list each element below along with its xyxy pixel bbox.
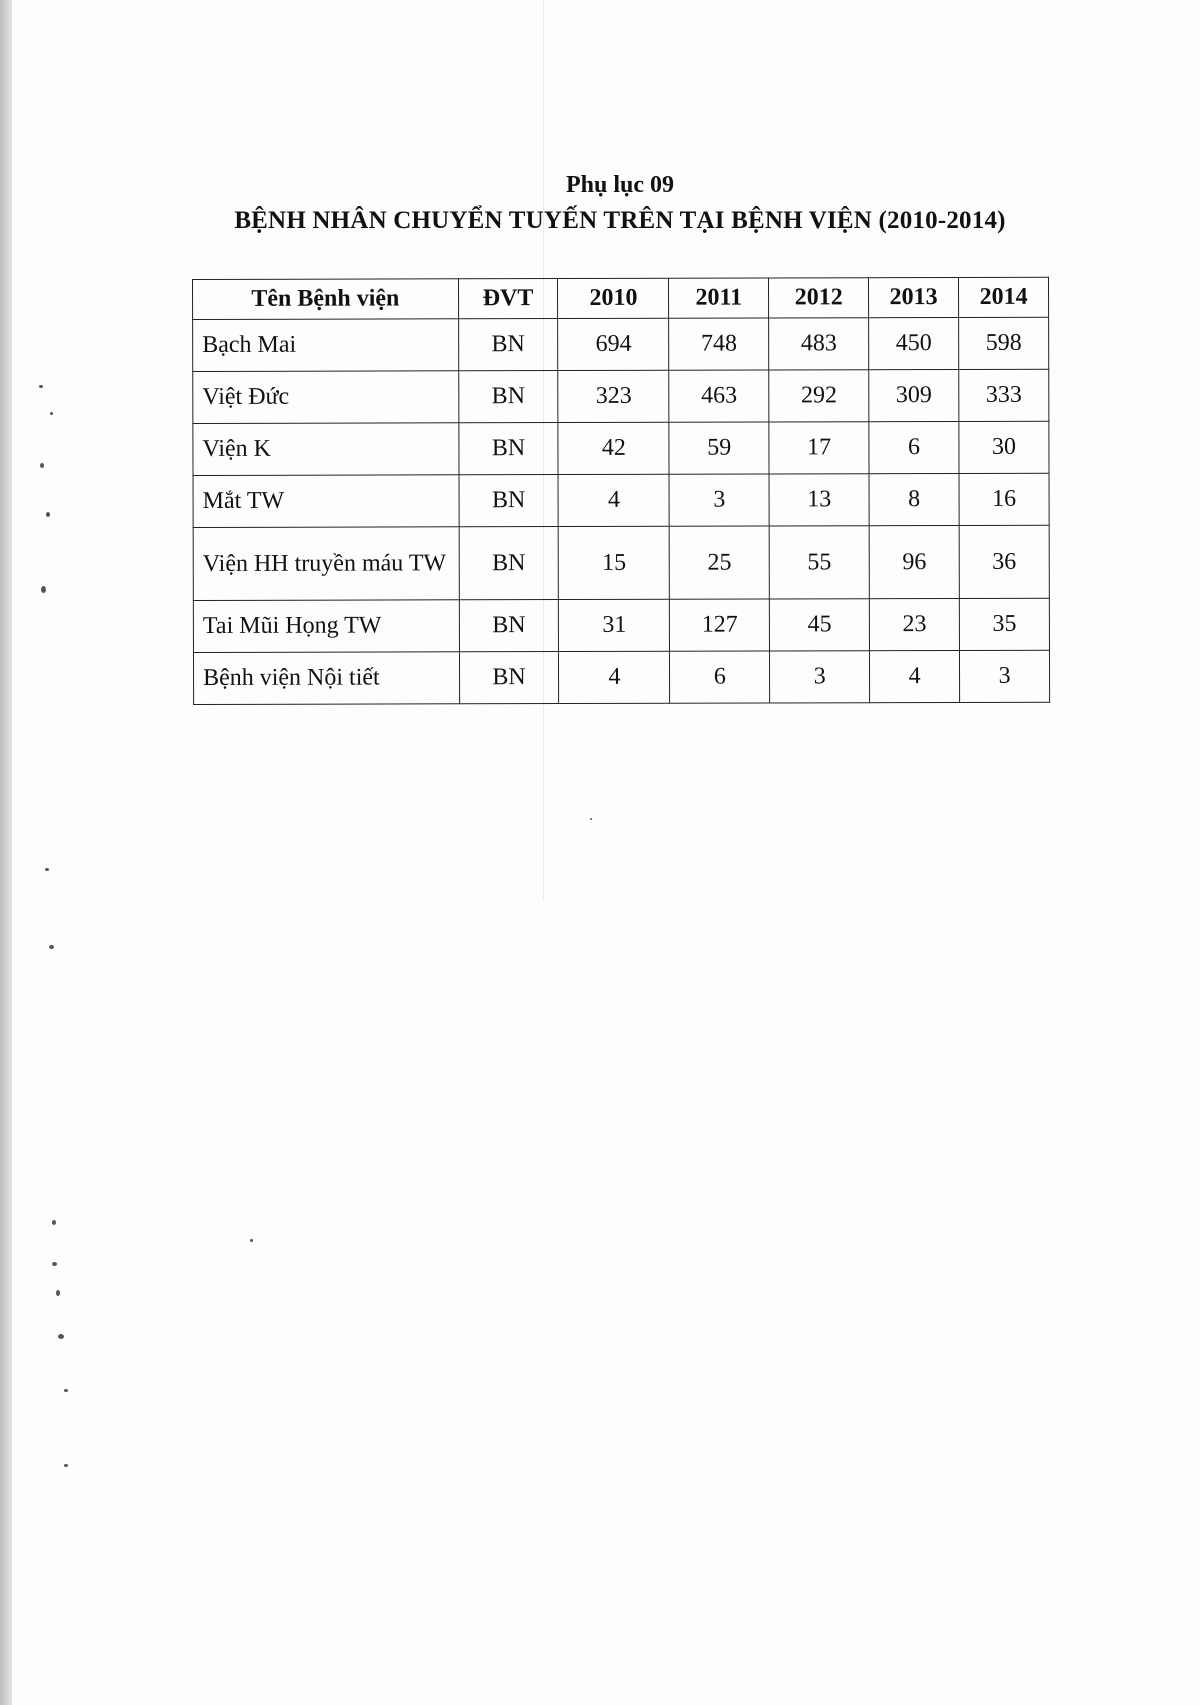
value-cell-2012: 17	[769, 422, 869, 474]
value-cell-2011: 59	[669, 422, 769, 474]
scan-speck	[50, 412, 53, 415]
unit-cell: BN	[459, 527, 559, 600]
value-cell-2011: 6	[670, 651, 770, 703]
page-edge-shadow	[0, 0, 12, 1705]
scan-speck	[64, 1464, 68, 1467]
value-cell-2013: 4	[870, 650, 960, 702]
value-cell-2012: 292	[769, 370, 869, 422]
column-header-unit: ĐVT	[458, 279, 558, 319]
scan-speck	[52, 1220, 56, 1225]
table-row	[193, 317, 1049, 371]
scan-speck	[64, 1389, 68, 1392]
scan-speck	[41, 586, 46, 593]
scan-speck	[40, 463, 44, 468]
hospital-name-cell: Bệnh viện Nội tiết	[193, 652, 459, 705]
scan-speck	[58, 1334, 64, 1339]
scan-speck	[45, 868, 49, 871]
unit-cell: BN	[459, 652, 559, 704]
hospital-name-cell: Việt Đức	[193, 371, 459, 424]
referral-table	[192, 277, 1050, 705]
value-cell-2010: 15	[559, 526, 670, 599]
value-cell-2010: 694	[558, 318, 669, 370]
scan-speck	[250, 1239, 253, 1242]
table-row	[193, 598, 1049, 652]
value-cell-2011: 748	[669, 318, 769, 370]
value-cell-2014: 598	[959, 317, 1049, 369]
hospital-name-cell: Tai Mũi Họng TW	[193, 600, 459, 653]
unit-cell: BN	[459, 475, 559, 527]
table-row	[193, 650, 1049, 704]
value-cell-2012: 3	[770, 651, 870, 703]
unit-cell: BN	[458, 319, 558, 371]
value-cell-2012: 55	[769, 526, 869, 599]
column-header-2014: 2014	[959, 277, 1049, 317]
value-cell-2011: 127	[670, 599, 770, 651]
table-row	[193, 369, 1049, 423]
document-title: BỆNH NHÂN CHUYỂN TUYẾN TRÊN TẠI BỆNH VIỆN (2010-2014)	[234, 207, 1006, 234]
scan-speck	[46, 512, 50, 517]
table-header-row	[193, 277, 1049, 319]
value-cell-2013: 6	[869, 421, 959, 473]
hospital-name-cell: Bạch Mai	[193, 319, 459, 372]
value-cell-2013: 450	[869, 317, 959, 369]
value-cell-2010: 323	[558, 370, 669, 422]
column-header-hospital: Tên Bệnh viện	[193, 279, 459, 320]
hospital-name-cell: Viện HH truyền máu TW	[193, 527, 459, 601]
table-row	[193, 421, 1049, 475]
hospital-name-cell: Viện K	[193, 423, 459, 476]
column-header-2012: 2012	[769, 278, 869, 318]
table-row	[193, 525, 1049, 600]
unit-cell: BN	[458, 371, 558, 423]
scan-speck	[590, 818, 592, 820]
value-cell-2010: 4	[558, 474, 669, 526]
unit-cell: BN	[459, 600, 559, 652]
scan-speck	[39, 385, 43, 388]
value-cell-2013: 23	[869, 598, 959, 650]
value-cell-2013: 309	[869, 369, 959, 421]
scan-speck	[56, 1290, 60, 1296]
value-cell-2014: 3	[960, 650, 1050, 702]
value-cell-2014: 30	[959, 421, 1049, 473]
value-cell-2014: 36	[959, 525, 1049, 598]
value-cell-2012: 13	[769, 474, 869, 526]
value-cell-2012: 45	[770, 599, 870, 651]
appendix-label: Phụ lục 09	[565, 172, 675, 198]
document-page	[12, 0, 1200, 1705]
value-cell-2011: 3	[669, 474, 769, 526]
value-cell-2014: 35	[959, 598, 1049, 650]
value-cell-2013: 8	[869, 473, 959, 525]
value-cell-2010: 31	[559, 599, 670, 651]
scan-speck	[52, 1262, 57, 1266]
value-cell-2010: 4	[559, 651, 670, 703]
value-cell-2012: 483	[769, 318, 869, 370]
scan-speck	[49, 945, 54, 949]
table-row	[193, 473, 1049, 527]
value-cell-2013: 96	[869, 525, 959, 598]
value-cell-2010: 42	[558, 422, 669, 474]
hospital-name-cell: Mắt TW	[193, 475, 459, 528]
value-cell-2011: 463	[669, 370, 769, 422]
value-cell-2011: 25	[669, 526, 769, 599]
column-header-2013: 2013	[869, 277, 959, 317]
column-header-2010: 2010	[558, 278, 669, 318]
value-cell-2014: 333	[959, 369, 1049, 421]
column-header-2011: 2011	[669, 278, 769, 318]
value-cell-2014: 16	[959, 473, 1049, 525]
unit-cell: BN	[458, 423, 558, 475]
